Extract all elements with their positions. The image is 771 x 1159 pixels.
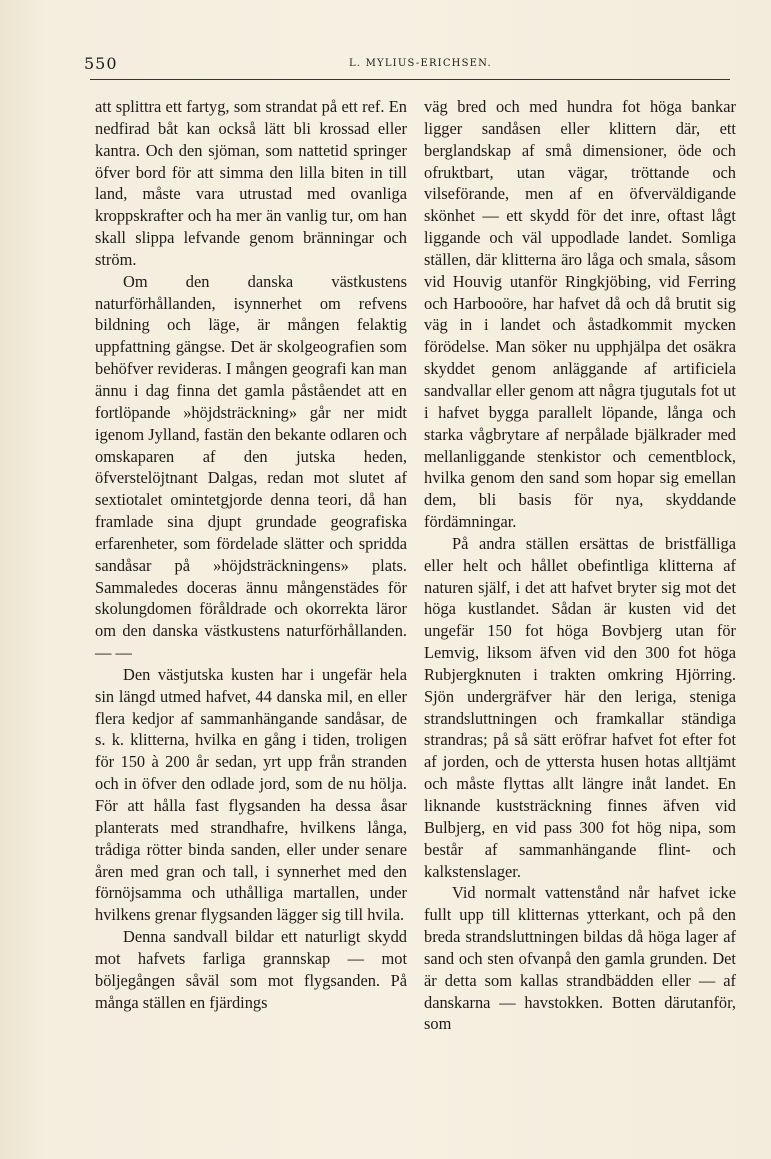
- paragraph: Den västjutska kusten har i ungefär hela sin längd utmed hafvet, 44 danska mil, en eller flera kedjor af sammanhängande sandåsar, de s. k. klitterna, hvilka en gång i tiden, troligen för 150 à 200 år sedan, yrt upp från stranden och in öfver den odlade jord, som de nu hölja. För att hålla fast flygsanden ha dessa åsar planterats med strandhafre, hvilkens långa, trådiga rötter binda sanden, eller under senare åren med gran och tall, i synnerhet med den förnöjsamma och uthålliga martallen, under hvilkens grenar flygsanden lägger sig till hvila.: [95, 664, 407, 925]
- paragraph: På andra ställen ersättas de bristfälliga eller helt och hållet obefintliga klitterna af naturen själf, i det att hafvet bryter sig mot det höga kustlandet. Sådan är kusten vid det ungefär 150 fot höga Bovbjerg utan för Lemvig, liksom äfven vid den 300 fot höga Rubjergknuten i trakten omkring Hjörring. Sjön undergräfver här den leriga, steniga strandsluttningen och framkallar ständiga strandras; på så sätt eröfrar hafvet fot efter fot af jorden, och de yttersta husen hotas alltjämt och måste flyttas allt längre inåt landet. En liknande kuststräckning finnes äfven vid Bulbjerg, en vid pass 300 fot hög nipa, som består af sammanhängande flint- och kalkstenslager.: [424, 533, 736, 881]
- left-column: [95, 96, 407, 1013]
- paragraph: att splittra ett fartyg, som strandat på ett ref. En nedfirad båt kan också lätt bli krossad eller kantra. Och den sjöman, som nattetid springer öfver bord för att simma den lilla biten in till land, måste vara utrustad med ovanliga kroppskrafter och ha mer än vanlig tur, om han skall slippa lefvande genom bränningar och ström.: [95, 97, 407, 269]
- right-column: [424, 96, 736, 1035]
- page-header: [84, 54, 734, 80]
- paragraph: Vid normalt vattenstånd når hafvet icke fullt upp till klitternas ytterkant, och på den breda strandsluttningen bildas då höga lager af sand och sten ofvanpå den gamla grunden. Det är detta som kallas strandbädden eller — af danskarna — havstokken. Botten därutanför, som: [424, 883, 736, 1034]
- running-head: L. MYLIUS-ERICHSEN.: [349, 58, 492, 69]
- header-rule: [90, 79, 730, 80]
- paragraph: Denna sandvall bildar ett naturligt skydd mot hafvets farliga grannskap — mot böljegången såväl som mot flygsanden. På många ställen en fjärdings: [95, 927, 407, 1012]
- paragraph: väg bred och med hundra fot höga bankar ligger sandåsen eller klittern där, ett berglandskap af små dimensioner, öde och ofruktbart, utan vägar, tröttande och vilseförande, men af en öfverväldigande skönhet — ett skydd för det inre, oftast lågt liggande och väl uppodlade landet. Somliga ställen, där klitterna äro låga och smala, såsom vid Houvig utanför Ringkjöbing, vid Ferring och Harbooöre, har hafvet då och då brutit sig väg in i landet och åstadkommit mycken förödelse. Man söker nu upphjälpa det osäkra skyddet genom anläggande af artificiela sandvallar eller genom att några tjugutals fot ut i hafvet bygga parallelt löpande, långa och starka vågbrytare af nerpålade bjälkrader med mellanliggande stenkistor och cementblock, hvilka genom den sand som hopar sig emellan dem, bli basis för nya, skyddande fördämningar.: [424, 97, 736, 532]
- page-number: 550: [84, 54, 118, 73]
- paragraph: Om den danska västkustens naturförhållanden, isynnerhet om refvens bildning och läge, är mången felaktig uppfattning gängse. Det är skolgeografien som behöfver revideras. I mången geografi kan man ännu i dag finna det gamla påståendet att en fortlöpande »höjdsträckning» går ner midt igenom Jylland, fastän den bekante odlaren och omskaparen af den jutska heden, öfverstelöjtnant Dalgas, redan mot slutet af sextiotalet omintetgjorde denna teori, då han framlade sina djupt grundade geografiska erfarenheter, som fördelade slätter och spridda sandåsar på »höjdsträckningens» plats. Sammaledes doceras ännu mångenstädes för skolungdomen föråldrade och okorrekta läror om den danska västkustens naturförhållanden. — —: [95, 271, 407, 663]
